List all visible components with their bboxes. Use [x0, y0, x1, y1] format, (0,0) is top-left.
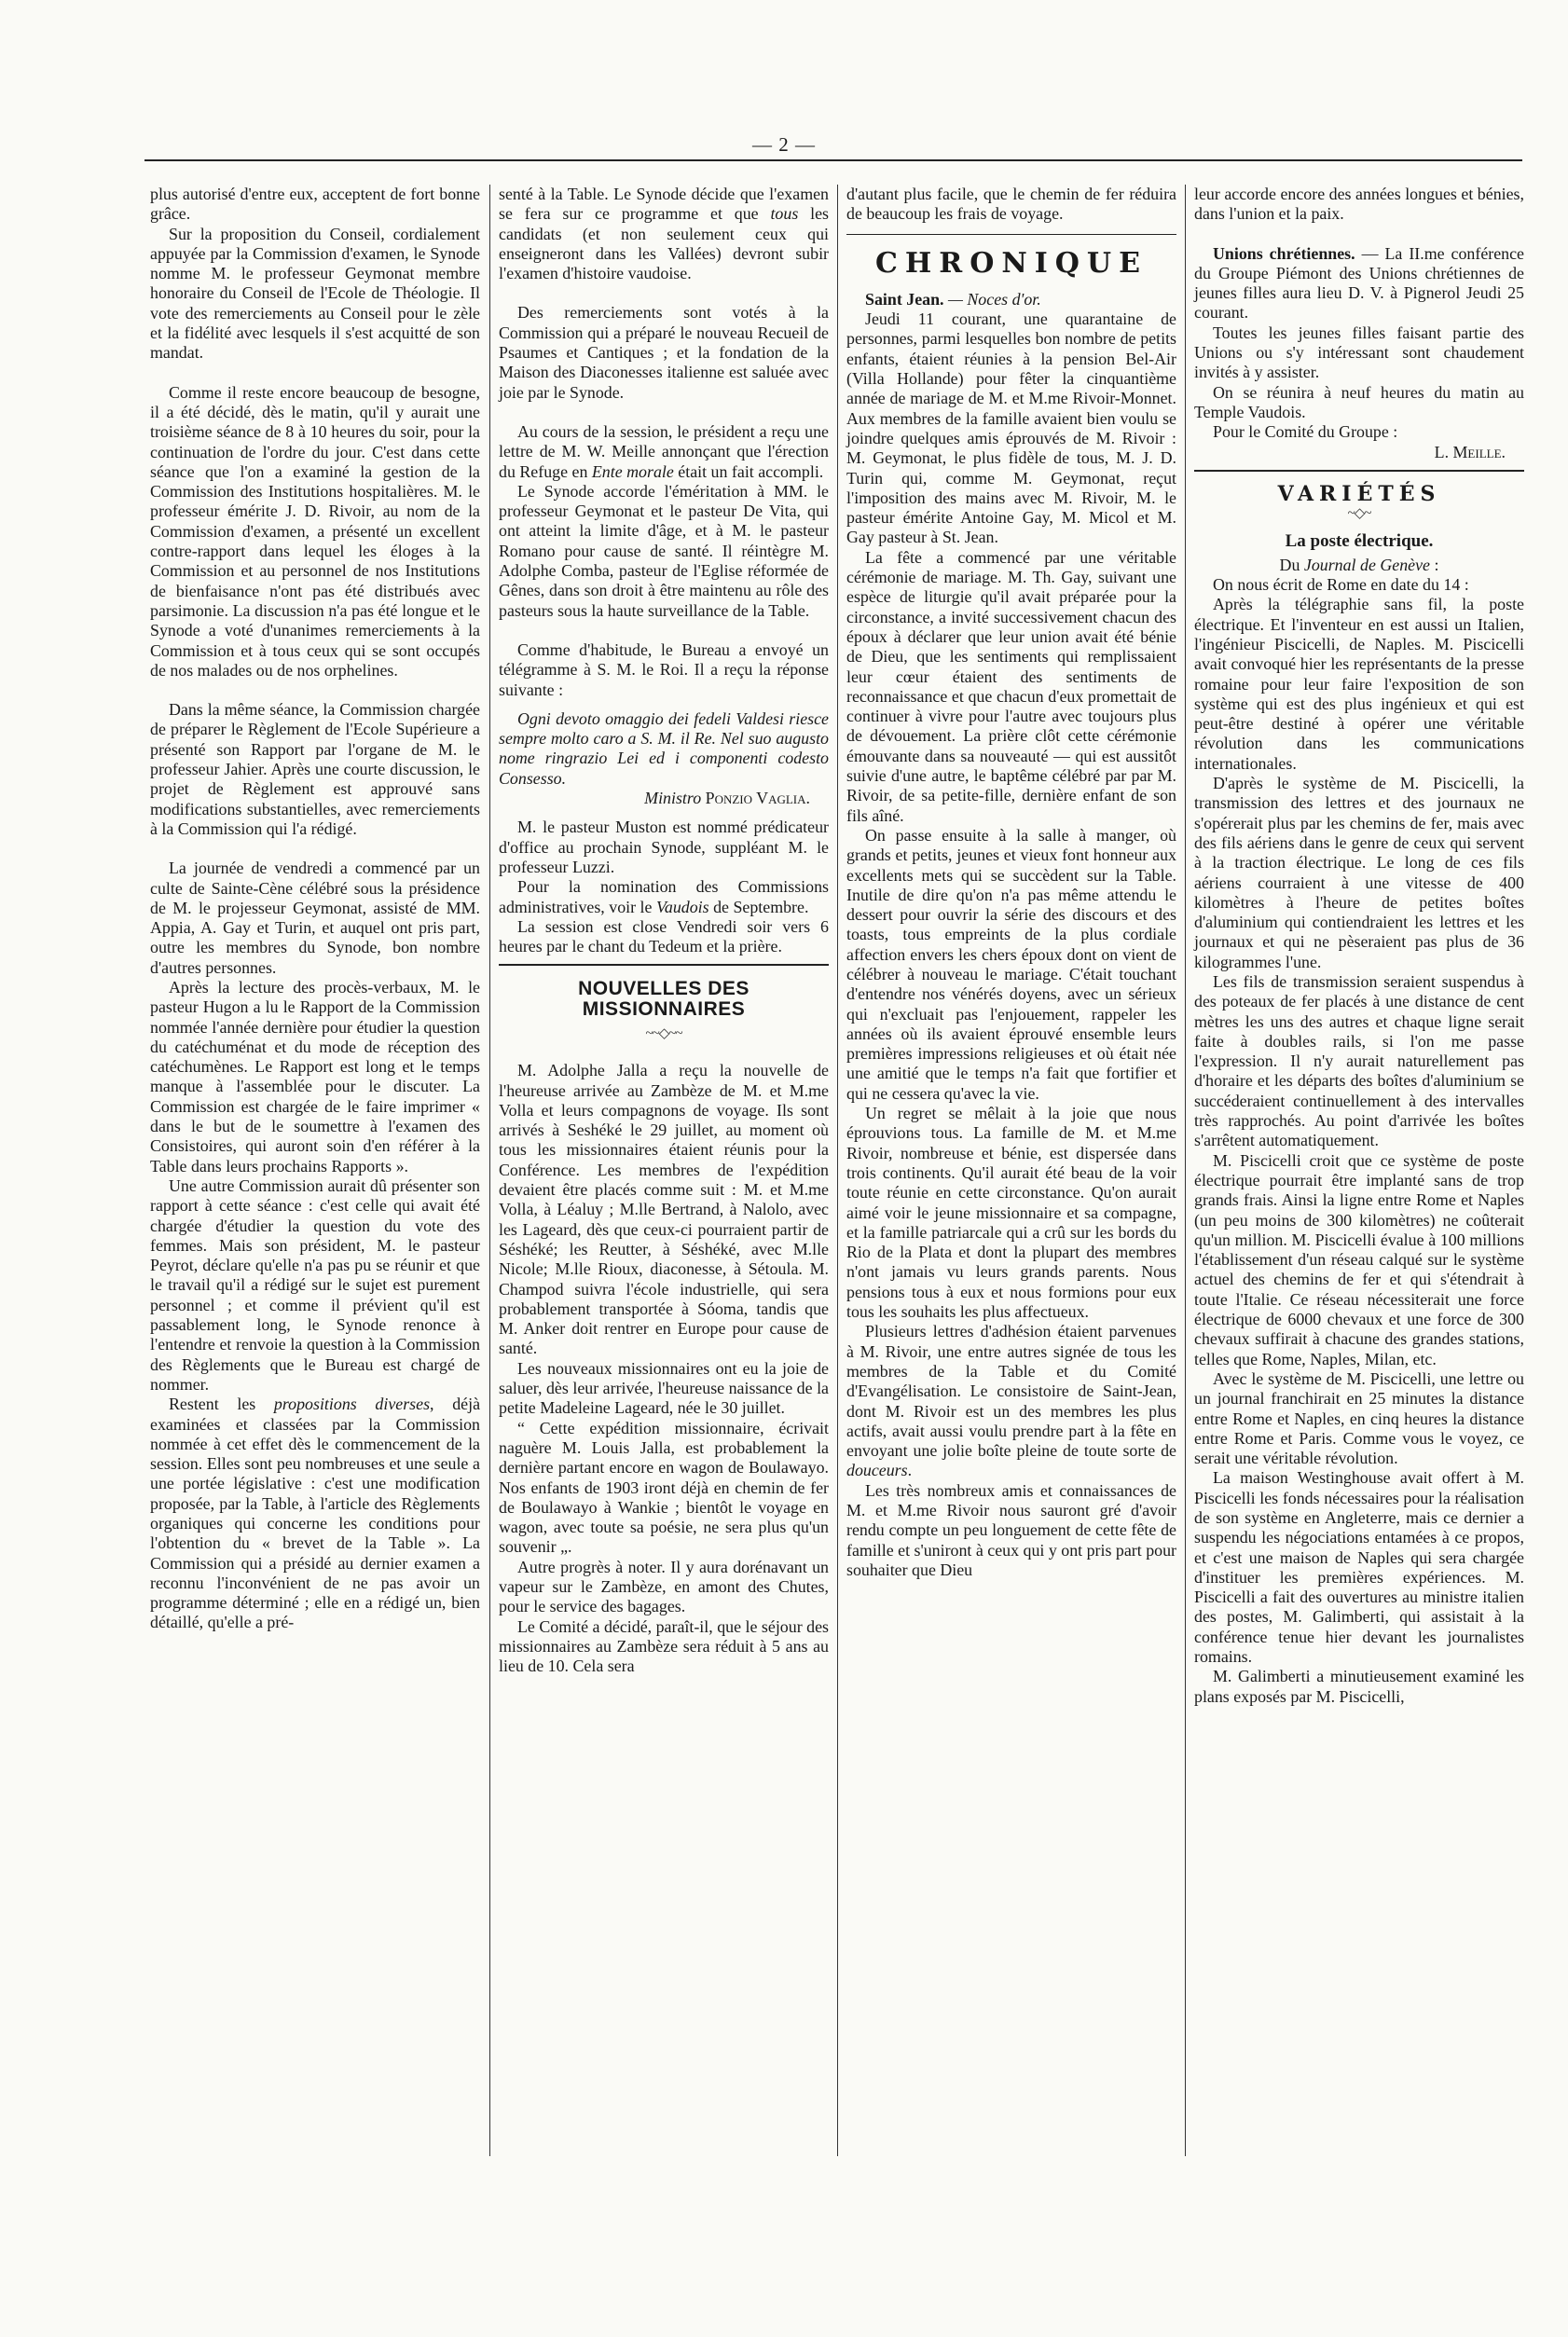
paragraph: Plusieurs lettres d'adhésion étaient parvenues à M. Rivoir, une entre autres signée de tous les membres de la Table et du Comité d'Evangélisation. Le consistoire de Saint-Jean, dont M. Rivoir est un des membres les plus actifs, avait aussi voulu prendre part à la fête en envoyant une jolie boîte pleine de toute sorte de douceurs.: [846, 1322, 1176, 1480]
paragraph: Pour le Comité du Groupe :: [1213, 422, 1398, 442]
section-rule: [846, 234, 1176, 235]
paragraph: d'autant plus facile, que le chemin de fer réduira de beaucoup les frais de voyage.: [846, 185, 1176, 224]
column-separator: [1185, 185, 1186, 2156]
column-2: [499, 185, 829, 1676]
column-3: [846, 185, 1176, 1580]
paragraph: Un regret se mêlait à la joie que nous éprouvions tous. La famille de M. et M.me Rivoir, nombreuse et bénie, est dispersée dans trois continents. Qu'il aurait été beau de la voir toute réunie en cette circonstance. Qu'on aurait aimé voir le jeune missionnaire et sa compagne, et la famille patriarcale qui a crû sur les bords du Rio de la Plata et dont la plupart des membres n'ont jamais vu leurs grands parents. Nous pensions tous à eux et nous formions pour eux tous les souhaits les plus affectueux.: [846, 1104, 1176, 1322]
paragraph: D'après le système de M. Piscicelli, la transmission des lettres et des journaux ne s'opérerait plus par les chemins de fer, mais avec des fils aériens dans le genre de ceux qui servent à la traction électrique. Le long de ces fils aériens courraient à une vitesse de 400 kilomètres à l'heure de petites boîtes d'aluminium qui contiendraient les lettres et les journaux et qui ne pèseraient pas plus de 36 kilogrammes l'une.: [1194, 774, 1524, 971]
paragraph: La journée de vendredi a commencé par un culte de Sainte-Cène célébré sous la présidence de M. le projesseur Geymonat, assisté de MM. Appia, A. Gay et Turin, et auquel ont pris part, outre les membres du Synode, bon nombre d'autres personnes.: [150, 859, 480, 977]
paragraph: On passe ensuite à la salle à manger, où grands et petits, jeunes et vieux font honneur aux excellents mets qui se succèdent sur la Table. Inutile de dire qu'on n'a pas même attendu le dessert pour ouvrir la série des discours et des toasts, tous empreints de la plus cordiale affection envers les chers époux dont on vient de célébrer à nouveau le mariage. C'était touchant d'entendre nos vénérés doyens, avec un sérieux qui n'excluait pas l'enjouement, rappeler les années où ils avaient éprouvé ensemble leurs premières impressions religieuses et où était née une amitié que le temps n'a fait que fortifier et qui ne cessera qu'avec la vie.: [846, 825, 1176, 1103]
paragraph: M. Adolphe Jalla a reçu la nouvelle de l'heureuse arrivée au Zambèze de M. et M.me Volla et leurs compagnons de voyage. Ils sont arrivés à Seshéké le 29 juillet, au moment où tous les missionnaires étaient réunis pour la Conférence. Les membres de l'expédition devaient être placés comme suit : M. et M.me Volla, à Léaluy ; M.lle Bertrand, à Nalolo, avec les Lageard, dès que ceux-ci pourraient partir de Séshéké; les Reutter, à Séshéké, avec M.lle Nicole; M.lle Rioux, diaconesse, à Sétoula. M. Champod suivra l'école industrielle, qui sera probablement transportée à Sóoma, tandis que M. Anker doit rentrer en Europe pour cause de santé.: [499, 1061, 829, 1358]
paragraph: Jeudi 11 courant, une quarantaine de personnes, parmi lesquelles bon nombre de petits enfants, étaient réunies à la pension Bel-Air (Villa Hollande) pour fêter la cinquantième année de mariage de M. et M.me Rivoir-Monnet. Aux membres de la famille avaient bien voulu se joindre quelques amis éprouvés de M. Rivoir : M. Geymonat, le plus fidèle de tous, M. J. D. Turin qui, comme M. Geymonat, reçut l'imposition des mains avec M. Rivoir, M. le pasteur émérite Antoine Gay, M. Micol et M. Gay pasteur à St. Jean.: [846, 309, 1176, 547]
paragraph: Des remerciements sont votés à la Commission qui a préparé le nouveau Recueil de Psaumes et Cantiques ; et la fondation de la Maison des Diaconesses italienne est saluée avec joie par le Synode.: [499, 303, 829, 402]
paragraph: M. le pasteur Muston est nommé prédicateur d'office au prochain Synode, suppléant M. le professeur Luzzi.: [499, 818, 829, 876]
paragraph: Comme il reste encore beaucoup de besogne, il a été décidé, dès le matin, qu'il y aurait une troisième séance de 8 à 10 heures du soir, pour la continuation de l'ordre du jour. C'est dans cette séance que l'on a examiné la gestion de la Commission des Institutions hospitalières. M. le professeur émérite J. D. Rivoir, au nom de la Commission d'examen, a présenté un excellent contre-rapport dans lequel les éloges à la Commission et au personnel de nos Institutions de bienfaisance n'ont pas été distribués avec parsimonie. La discussion n'a pas été longue et le Synode a voté d'unanimes remerciements à la Commission et à tous ceux qui se sont occupés de nos malades ou de nos orphelines.: [150, 382, 480, 680]
section-title-missionnaires: NOUVELLES DES MISSIONNAIRES: [578, 978, 750, 1020]
ornament-divider: ~~◇~~: [645, 1025, 682, 1041]
paragraph: Le Synode accorde l'éméritation à MM. le professeur Geymonat et le pasteur De Vita, qui ont atteint la limite d'âge, et à M. le pasteur Romano pour cause de santé. Il réintègre M. Adolphe Comba, pasteur de l'Eglise réformée de Gênes, dans son droit à être maintenu au rôle des pasteurs sous la haute surveillance de la Table.: [499, 481, 829, 620]
paragraph: “ Cette expédition missionnaire, écrivait naguère M. Louis Jalla, est probablement la dernière partant encore en wagon de Boulawayo. Nos enfants de 1903 iront déjà en chemin de fer de Boulawayo à Wankie ; bientôt le voyage en wagon, avec toute sa poésie, ne sera plus qu'un souvenir „.: [499, 1418, 829, 1557]
paragraph: Après la lecture des procès-verbaux, M. le pasteur Hugon a lu le Rapport de la Commission nommée l'année dernière pour étudier la question du catéchuménat et du mode de réception des catéchumènes. Le Rapport est long et le temps manque à l'assemblée pour le discuter. La Commission est chargée de le faire imprimer « dans le but de le soumettre à l'examen des Consistoires, qui auront soin d'en référer à la Table dans leurs prochains Rapports ».: [150, 977, 480, 1175]
paragraph: M. Piscicelli croit que ce système de poste électrique pourrait être implanté sans de trop grands frais. Ainsi la ligne entre Rome et Naples (un peu moins de 300 kilomètres) ne coûterait qu'un million. M. Piscicelli évalue à 100 millions l'établissement d'un réseau calqué sur le système actuel des chemins de fer et qui s'étendrait à toute l'Italie. Ce réseau nécessiterait une force électrique de 6000 chevaux et une force de 300 chevaux suffirait à chacune des grandes stations, telles que Rome, Naples, Milan, etc.: [1194, 1150, 1524, 1368]
article-source: Du Journal de Genève :: [1279, 555, 1439, 574]
paragraph: plus autorisé d'entre eux, acceptent de fort bonne grâce.: [150, 185, 480, 224]
column-separator: [489, 185, 490, 2156]
paragraph: On se réunira à neuf heures du matin au Temple Vaudois.: [1194, 382, 1524, 421]
paragraph: Dans la même séance, la Commission chargée de préparer le Règlement de l'Ecole Supérieure a présenté son Rapport par l'organe de M. le professeur Jahier. Après une courte discussion, le projet de Règlement est approuvé sans modifications substantielles, avec remerciements à la Commission qui l'a rédigé.: [150, 700, 480, 838]
paragraph: leur accorde encore des années longues et bénies, dans l'union et la paix.: [1194, 185, 1524, 224]
column-4: [1194, 185, 1524, 1707]
signature: L. Meille.: [1434, 442, 1506, 461]
chronique-heading: Saint Jean. — Noces d'or.: [865, 289, 1041, 309]
paragraph: La session est close Vendredi soir vers 6 heures par le chant du Tedeum et la prière.: [499, 916, 829, 956]
paragraph: Restent les propositions diverses, déjà examinées et classées par la Commission nommée à cet effet dès le commencement de la session. Elles sont peu nombreuses et une seule a une portée législative : c'est une modification proposée, par la Table, à l'article des Règlements organiques qui concerne les conditions pour l'obtention du « brevet de la Table ». La Commission qui a présidé au dernier examen a reconnu l'inconvénient de ne pas avoir un programme déterminé ; elle en a rédigé un, bien détaillé, qu'elle a pré-: [150, 1395, 481, 1632]
ornament-divider: ~◇~: [1347, 506, 1371, 522]
section-title-varietes: VARIÉTÉS: [1277, 481, 1441, 506]
paragraph: Au cours de la session, le président a reçu une lettre de M. W. Meille annonçant que l'érection du Refuge en Ente morale était un fait accompli.: [499, 421, 829, 481]
paragraph: Sur la proposition du Conseil, cordialement appuyée par la Commission d'examen, le Synode nomme M. le professeur Geymonat membre honoraire du Conseil de l'Ecole de Théologie. Il vote des remerciements au Conseil pour le zèle et la fidélité avec lesquels il s'est acquitté de son mandat.: [150, 224, 480, 363]
paragraph: Avec le système de M. Piscicelli, une lettre ou un journal franchirait en 25 minutes la distance entre Rome et Naples, en cinq heures la distance entre Rome et Paris. Comme vous le voyez, ce serait une véritable révolution.: [1194, 1368, 1524, 1468]
paragraph: Les très nombreux amis et connaissances de M. et M.me Rivoir nous sauront gré d'avoir rendu compte un peu longuement de cette fête de famille et s'uniront à ceux qui y ont pris part pour souhaiter que Dieu: [846, 1480, 1176, 1579]
column-1: [150, 185, 480, 1633]
quote-signature: Ministro Ponzio Vaglia.: [644, 789, 810, 808]
paragraph: Les nouveaux missionnaires ont eu la joie de saluer, dès leur arrivée, l'heureuse naissance de la petite Madeleine Lageard, née le 30 juillet.: [499, 1358, 829, 1418]
paragraph: La maison Westinghouse avait offert à M. Piscicelli les fonds nécessaires pour la réalisation de son système en Angleterre, mais ce dernier a suspendu les négociations entamées à ce propos, et c'est une maison de Naples qui sera chargée d'instituer les premières expériences. M. Piscicelli a fait des ouvertures au ministre italien des postes, M. Galimberti, qui assistait à la conférence tenue hier devant les journalistes romains.: [1194, 1468, 1524, 1667]
paragraph: senté à la Table. Le Synode décide que l'examen se fera sur ce programme et que tous les candidats (et non seulement ceux qui enseigneront dans les Vallées) devront subir l'examen d'histoire vaudoise.: [499, 185, 829, 283]
paragraph: On nous écrit de Rome en date du 14 :: [1213, 575, 1469, 595]
telegram-quote: Ogni devoto omaggio dei fedeli Valdesi riesce sempre molto caro a S. M. il Re. Nel suo augusto nome ringrazio Lei ed i componenti codesto Consesso.: [499, 708, 829, 788]
column-separator: [837, 185, 838, 2156]
paragraph: Après la télégraphie sans fil, la poste électrique. Et l'inventeur en est aussi un Italien, l'ingénieur Piscicelli, de Naples. M. Piscicelli avait convoqué hier les représentants de la presse romaine pour leur faire l'exposition de son système qui est des plus ingénieux et qui est peut-être destiné à opérer une véritable révolution dans les communications internationales.: [1194, 595, 1524, 773]
header-rule: [144, 159, 1522, 161]
section-rule: [499, 964, 829, 966]
paragraph: Le Comité a décidé, paraît-il, que le séjour des missionnaires au Zambèze sera réduit à 5 ans au lieu de 10. Cela sera: [499, 1616, 829, 1676]
paragraph: Comme d'habitude, le Bureau a envoyé un télégramme à S. M. le Roi. Il a reçu la réponse suivante :: [499, 639, 829, 699]
paragraph: La fête a commencé par une véritable cérémonie de mariage. M. Th. Gay, suivant une espèce de liturgie qu'il avait préparée pour la circonstance, a invité successivement chacun des époux à déclarer que leur union avait été bénie de Dieu, que les sentiments qui remplissaient leur cœur étaient des sentiments de reconnaissance et que chacun d'eux promettait de continuer à vivre pour l'autre avec toujours plus de dévouement. La prière clôt cette cérémonie émouvante dans sa nouveauté — qui est aussitôt suivie d'une autre, le baptême célébré par par M. Rivoir, de sa petite-fille, dernière enfant de son fils aîné.: [846, 547, 1176, 825]
paragraph: Toutes les jeunes filles faisant partie des Unions ou s'y intéressant sont chaudement invités à y assister.: [1194, 323, 1524, 382]
page-number: — 2 —: [752, 133, 816, 156]
section-title-chronique: CHRONIQUE: [875, 246, 1148, 280]
paragraph: Pour la nomination des Commissions administratives, voir le Vaudois de Septembre.: [499, 877, 829, 916]
paragraph: Unions chrétiennes. — La II.me conférence du Groupe Piémont des Unions chrétiennes de jeunes filles aura lieu D. V. à Pignerol Jeudi 25 courant.: [1194, 243, 1524, 323]
article-title: La poste électrique.: [1285, 531, 1434, 552]
paragraph: Une autre Commission aurait dû présenter son rapport à cette séance : c'est celle qui avait été chargée d'étudier la question du vote des femmes. Mais son président, M. le pasteur Peyrot, déclare qu'elle n'a pas pu se réunir et que le travail qu'il a rédigé sur le sujet est purement personnel ; et comme il prévient qu'il est passablement long, le Synode renonce à l'entendre et renvoie la question à la Commission des Règlements que le Bureau est chargé de nommer.: [150, 1175, 480, 1394]
paragraph: Autre progrès à noter. Il y aura dorénavant un vapeur sur le Zambèze, en amont des Chutes, pour le service des bagages.: [499, 1557, 829, 1616]
paragraph: Les fils de transmission seraient suspendus à des poteaux de fer placés à une distance de cent mètres les uns des autres et chaque ligne serait faite à doubles rails, si l'on me passe l'expression. Il n'y aurait naturellement pas d'horaire et les départs des boîtes d'aluminium se succéderaient continuellement à des intervalles très rapprochés. Au point d'arrivée les boîtes s'arrêtent automatiquement.: [1194, 971, 1524, 1150]
paragraph: M. Galimberti a minutieusement examiné les plans exposés par M. Piscicelli,: [1194, 1667, 1524, 1706]
section-rule: [1194, 470, 1524, 472]
